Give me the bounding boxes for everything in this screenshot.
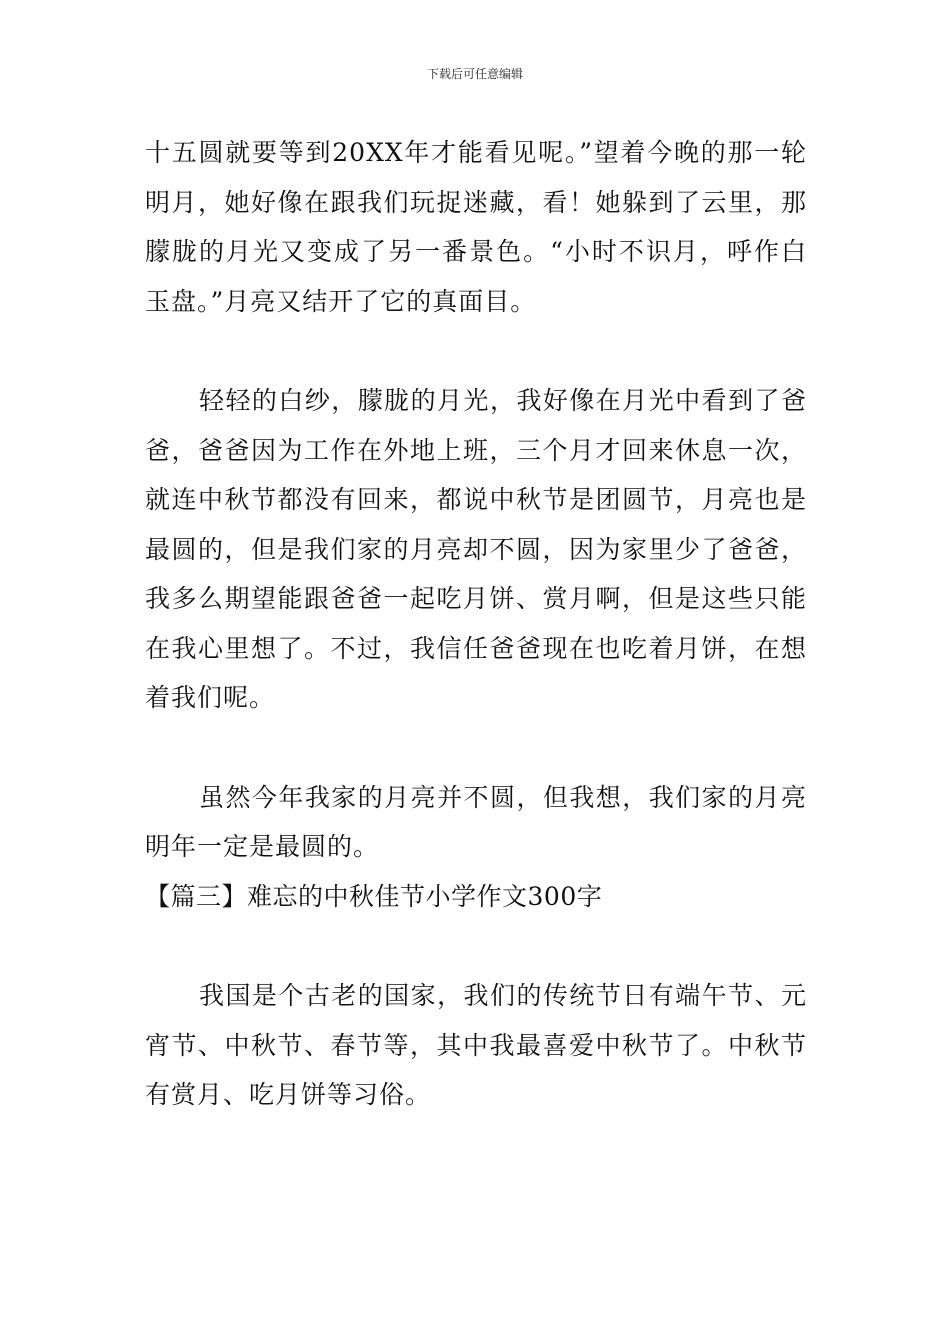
paragraph-festivals: 我国是个古老的国家，我们的传统节日有端午节、元宵节、中秋节、春节等，其中我最喜爱中秋节了。中秋节有赏月、吃月饼等习俗。	[145, 981, 807, 1109]
section-heading: 【篇三】难忘的中秋佳节小学作文300字	[145, 881, 603, 911]
page-header: 下载后可任意编辑	[426, 67, 523, 81]
paragraph-father: 轻轻的白纱，朦胧的月光，我好像在月光中看到了爸爸，爸爸因为工作在外地上班，三个月才回来休息一次，就连中秋节都没有回来，都说中秋节是团圆节，月亮也是最圆的，但是我们家的月亮却不圆，因为家里少了爸爸，我多么期望能跟爸爸一起吃月饼、赏月啊，但是这些只能在我心里想了。不过，我信任爸爸现在也吃着月饼，在想着我们呢。	[145, 386, 807, 712]
document-body	[145, 128, 807, 1120]
paragraph-continuation: 十五圆就要等到20XX年才能看见呢。”望着今晚的那一轮明月，她好像在跟我们玩捉迷藏，看！她躲到了云里，那朦胧的月光又变成了另一番景色。“小时不识月，呼作白玉盘。”月亮又结开了它的真面目。	[145, 138, 807, 316]
paragraph-moon-wish: 虽然今年我家的月亮并不圆，但我想，我们家的月亮明年一定是最圆的。	[145, 782, 807, 861]
